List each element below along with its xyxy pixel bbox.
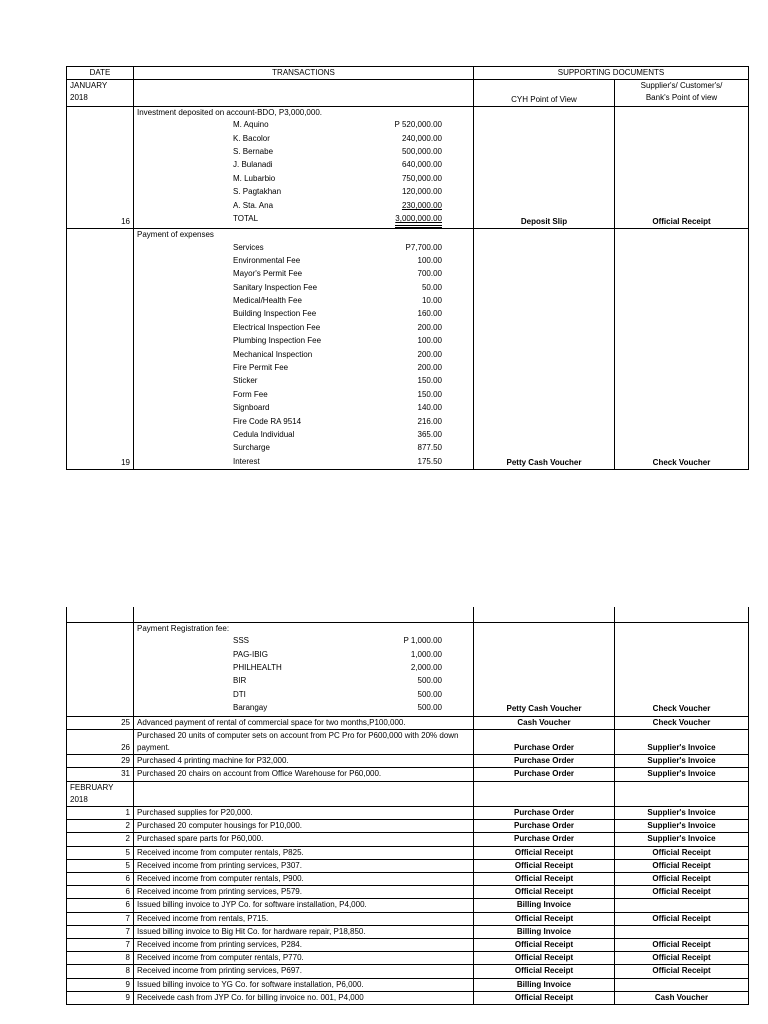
list-item: Services P7,700.00 xyxy=(233,242,442,252)
transaction-text: Issued billing invoice to YG Co. for software installation, P6,000. xyxy=(134,978,474,991)
list-item: Fire Permit Fee 200.00 xyxy=(233,363,442,373)
transaction-text: Purchased 4 printing machine for P32,000. xyxy=(134,755,474,768)
list-item: PHILHEALTH 2,000.00 xyxy=(233,662,442,672)
list-item: Sanitary Inspection Fee 50.00 xyxy=(233,282,442,292)
transaction-text: Purchased 20 computer housings for P10,000. xyxy=(134,820,474,833)
list-item: Barangay 500.00 xyxy=(233,703,442,713)
date-cell: 31 xyxy=(67,768,134,781)
date-cell: 29 xyxy=(67,755,134,768)
month-cell-january xyxy=(67,80,134,107)
list-item: A. Sta. Ana 230,000.00 xyxy=(233,200,442,210)
date-cell: 7 xyxy=(67,925,134,938)
supplier-header-line2: Bank's Point of view xyxy=(645,93,718,103)
supplier-document: Check Voucher xyxy=(615,716,749,729)
table-row xyxy=(67,939,749,952)
supplier-document: Official Receipt xyxy=(615,872,749,885)
blank-cell xyxy=(134,781,474,806)
list-item: S. Bernabe 500,000.00 xyxy=(233,146,442,156)
year-label: 2018 xyxy=(70,794,88,804)
transaction-text: Received income from printing services, P284. xyxy=(134,939,474,952)
date-cell: 26 xyxy=(67,729,134,754)
cyh-document: Official Receipt xyxy=(474,952,615,965)
transaction-text: Purchased spare parts for P60,000. xyxy=(134,833,474,846)
cyh-document: Purchase Order xyxy=(474,806,615,819)
table-row xyxy=(67,820,749,833)
transactions-table-part2 xyxy=(66,607,749,1005)
supplier-document: Check Voucher xyxy=(615,623,749,717)
supplier-document xyxy=(615,899,749,912)
blank-top-row xyxy=(67,607,749,623)
supplier-document: Official Receipt xyxy=(615,912,749,925)
date-cell: 25 xyxy=(67,716,134,729)
list-item: Signboard 140.00 xyxy=(233,403,442,413)
cyh-document: Official Receipt xyxy=(474,965,615,978)
blank-cell xyxy=(67,607,134,623)
cyh-document: Official Receipt xyxy=(474,872,615,885)
date-cell: 7 xyxy=(67,939,134,952)
date-cell: 8 xyxy=(67,952,134,965)
investment-title: Investment deposited on account-BDO, P3,000,000. xyxy=(137,108,323,117)
list-item: BIR 500.00 xyxy=(233,676,442,686)
cyh-document: Official Receipt xyxy=(474,939,615,952)
supplier-document: Supplier's Invoice xyxy=(615,820,749,833)
cyh-document: Cash Voucher xyxy=(474,716,615,729)
supplier-document: Official Receipt xyxy=(615,939,749,952)
table-row xyxy=(67,755,749,768)
transaction-text: Received income from computer rentals, P825. xyxy=(134,846,474,859)
list-item: Surcharge 877.50 xyxy=(233,443,442,453)
date-cell: 8 xyxy=(67,965,134,978)
cyh-document: Official Receipt xyxy=(474,859,615,872)
date-cell: 6 xyxy=(67,886,134,899)
month-row-february xyxy=(67,781,749,806)
date-cell xyxy=(67,623,134,717)
supplier-document: Supplier's Invoice xyxy=(615,806,749,819)
supplier-document: Official Receipt xyxy=(615,846,749,859)
list-item: Electrical Inspection Fee 200.00 xyxy=(233,322,442,332)
date-cell: 9 xyxy=(67,978,134,991)
cyh-document: Purchase Order xyxy=(474,755,615,768)
list-item: PAG-IBIG 1,000.00 xyxy=(233,649,442,659)
date-cell: 16 xyxy=(67,107,134,229)
blank-cell xyxy=(615,781,749,806)
supplier-header xyxy=(615,80,749,107)
table-row xyxy=(67,991,749,1004)
date-cell: 2 xyxy=(67,820,134,833)
supplier-document: Supplier's Invoice xyxy=(615,729,749,754)
table-row xyxy=(67,768,749,781)
list-item: Form Fee 150.00 xyxy=(233,389,442,399)
expenses-title: Payment of expenses xyxy=(137,230,214,240)
cyh-document: Official Receipt xyxy=(474,846,615,859)
transaction-text: Received income from rentals, P715. xyxy=(134,912,474,925)
year-label: 2018 xyxy=(70,93,88,103)
table-row xyxy=(67,872,749,885)
month-cell-february xyxy=(67,781,134,806)
list-item: Sticker 150.00 xyxy=(233,376,442,386)
list-item: SSS P 1,000.00 xyxy=(233,636,442,646)
list-item: Environmental Fee 100.00 xyxy=(233,255,442,265)
table-row xyxy=(67,952,749,965)
header-row xyxy=(67,67,749,80)
list-item: Building Inspection Fee 160.00 xyxy=(233,309,442,319)
list-item: K. Bacolor 240,000.00 xyxy=(233,133,442,143)
blank-cell xyxy=(474,781,615,806)
transaction-text: Issued billing invoice to JYP Co. for software installation, P4,000. xyxy=(134,899,474,912)
cyh-header: CYH Point of View xyxy=(474,80,615,107)
supplier-document: Supplier's Invoice xyxy=(615,833,749,846)
transactions-header: TRANSACTIONS xyxy=(134,67,474,80)
supplier-document: Official Receipt xyxy=(615,952,749,965)
list-item: Fire Code RA 9514 216.00 xyxy=(233,416,442,426)
transaction-text: Advanced payment of rental of commercial space for two months,P100,000. xyxy=(134,716,474,729)
cyh-document: Deposit Slip xyxy=(474,107,615,229)
table-row xyxy=(67,912,749,925)
transaction-text: Received income from computer rentals, P900. xyxy=(134,872,474,885)
supplier-document: Official Receipt xyxy=(615,886,749,899)
date-cell: 7 xyxy=(67,912,134,925)
supplier-document: Supplier's Invoice xyxy=(615,755,749,768)
table-row xyxy=(67,806,749,819)
date-header: DATE xyxy=(67,67,134,80)
supplier-document xyxy=(615,978,749,991)
table-row xyxy=(67,833,749,846)
transaction-text: Received income from computer rentals, P770. xyxy=(134,952,474,965)
transaction-text: Received income from printing services, P307. xyxy=(134,859,474,872)
date-cell: 6 xyxy=(67,872,134,885)
table-row xyxy=(67,729,749,754)
table-row xyxy=(67,965,749,978)
subheader-row xyxy=(67,80,749,107)
blank-cell xyxy=(474,607,615,623)
table-row-investment xyxy=(67,107,749,229)
table-row xyxy=(67,716,749,729)
list-item: M. Aquino P 520,000.00 xyxy=(233,120,442,130)
supplier-document: Supplier's Invoice xyxy=(615,768,749,781)
date-cell: 9 xyxy=(67,991,134,1004)
total-line: TOTAL 3,000,000.00 xyxy=(137,213,470,226)
supplier-document xyxy=(615,925,749,938)
table-row xyxy=(67,886,749,899)
date-cell: 2 xyxy=(67,833,134,846)
list-item: Mechanical Inspection 200.00 xyxy=(233,349,442,359)
registration-title: Payment Registration fee: xyxy=(137,624,230,633)
list-item: J. Bulanadi 640,000.00 xyxy=(233,160,442,170)
cyh-document: Purchase Order xyxy=(474,729,615,754)
supplier-header-line1: Supplier's/ Customer's/ xyxy=(640,81,723,90)
supplier-document: Official Receipt xyxy=(615,965,749,978)
date-cell: 6 xyxy=(67,899,134,912)
month-label: JANUARY xyxy=(70,81,108,90)
cyh-document: Purchase Order xyxy=(474,833,615,846)
transaction-text: Issued billing invoice to Big Hit Co. for hardware repair, P18,850. xyxy=(134,925,474,938)
transaction-text: Receivede cash from JYP Co. for billing invoice no. 001, P4,000 xyxy=(134,991,474,1004)
cyh-document: Official Receipt xyxy=(474,886,615,899)
transactions-table-jan-part1 xyxy=(66,66,749,470)
table-row xyxy=(67,899,749,912)
blank-cell xyxy=(615,607,749,623)
blank-cell xyxy=(134,607,474,623)
registration-description xyxy=(134,623,474,717)
cyh-document: Billing Invoice xyxy=(474,899,615,912)
supplier-document: Check Voucher xyxy=(615,229,749,470)
list-item: Medical/Health Fee 10.00 xyxy=(233,296,442,306)
list-item: Plumbing Inspection Fee 100.00 xyxy=(233,336,442,346)
cyh-document: Petty Cash Voucher xyxy=(474,623,615,717)
cyh-document: Purchase Order xyxy=(474,768,615,781)
list-item: Cedula Individual 365.00 xyxy=(233,430,442,439)
list-item: DTI 500.00 xyxy=(233,689,442,699)
date-cell: 5 xyxy=(67,846,134,859)
cyh-document: Official Receipt xyxy=(474,912,615,925)
list-item: M. Lubarbio 750,000.00 xyxy=(233,173,442,183)
transaction-text: Purchased supplies for P20,000. xyxy=(134,806,474,819)
table-row xyxy=(67,925,749,938)
list-item: Interest 175.50 xyxy=(233,456,442,466)
cyh-document: Petty Cash Voucher xyxy=(474,229,615,470)
table-row-registration xyxy=(67,623,749,717)
transaction-text: Purchased 20 chairs on account from Office Warehouse for P60,000. xyxy=(134,768,474,781)
cyh-document: Billing Invoice xyxy=(474,925,615,938)
table-row-expenses xyxy=(67,229,749,470)
transaction-text: Received income from printing services, P579. xyxy=(134,886,474,899)
date-cell: 1 xyxy=(67,806,134,819)
table-row xyxy=(67,846,749,859)
blank-cell xyxy=(134,80,474,107)
transaction-text: Purchased 20 units of computer sets on account from PC Pro for P600,000 with 20% down payment. xyxy=(134,729,474,754)
table-row xyxy=(67,859,749,872)
supplier-document: Official Receipt xyxy=(615,859,749,872)
date-cell: 19 xyxy=(67,229,134,470)
cyh-document: Official Receipt xyxy=(474,991,615,1004)
cyh-document: Purchase Order xyxy=(474,820,615,833)
transaction-text: Received income from printing services, P697. xyxy=(134,965,474,978)
month-label: FEBRUARY xyxy=(70,782,114,792)
table-row xyxy=(67,978,749,991)
date-cell: 5 xyxy=(67,859,134,872)
list-item: Mayor's Permit Fee 700.00 xyxy=(233,269,442,279)
expenses-description xyxy=(134,229,474,470)
investment-description xyxy=(134,107,474,229)
list-item: S. Pagtakhan 120,000.00 xyxy=(233,187,442,197)
supplier-document: Official Receipt xyxy=(615,107,749,229)
supplier-document: Cash Voucher xyxy=(615,991,749,1004)
supporting-documents-header: SUPPORTING DOCUMENTS xyxy=(474,67,749,80)
cyh-document: Billing Invoice xyxy=(474,978,615,991)
